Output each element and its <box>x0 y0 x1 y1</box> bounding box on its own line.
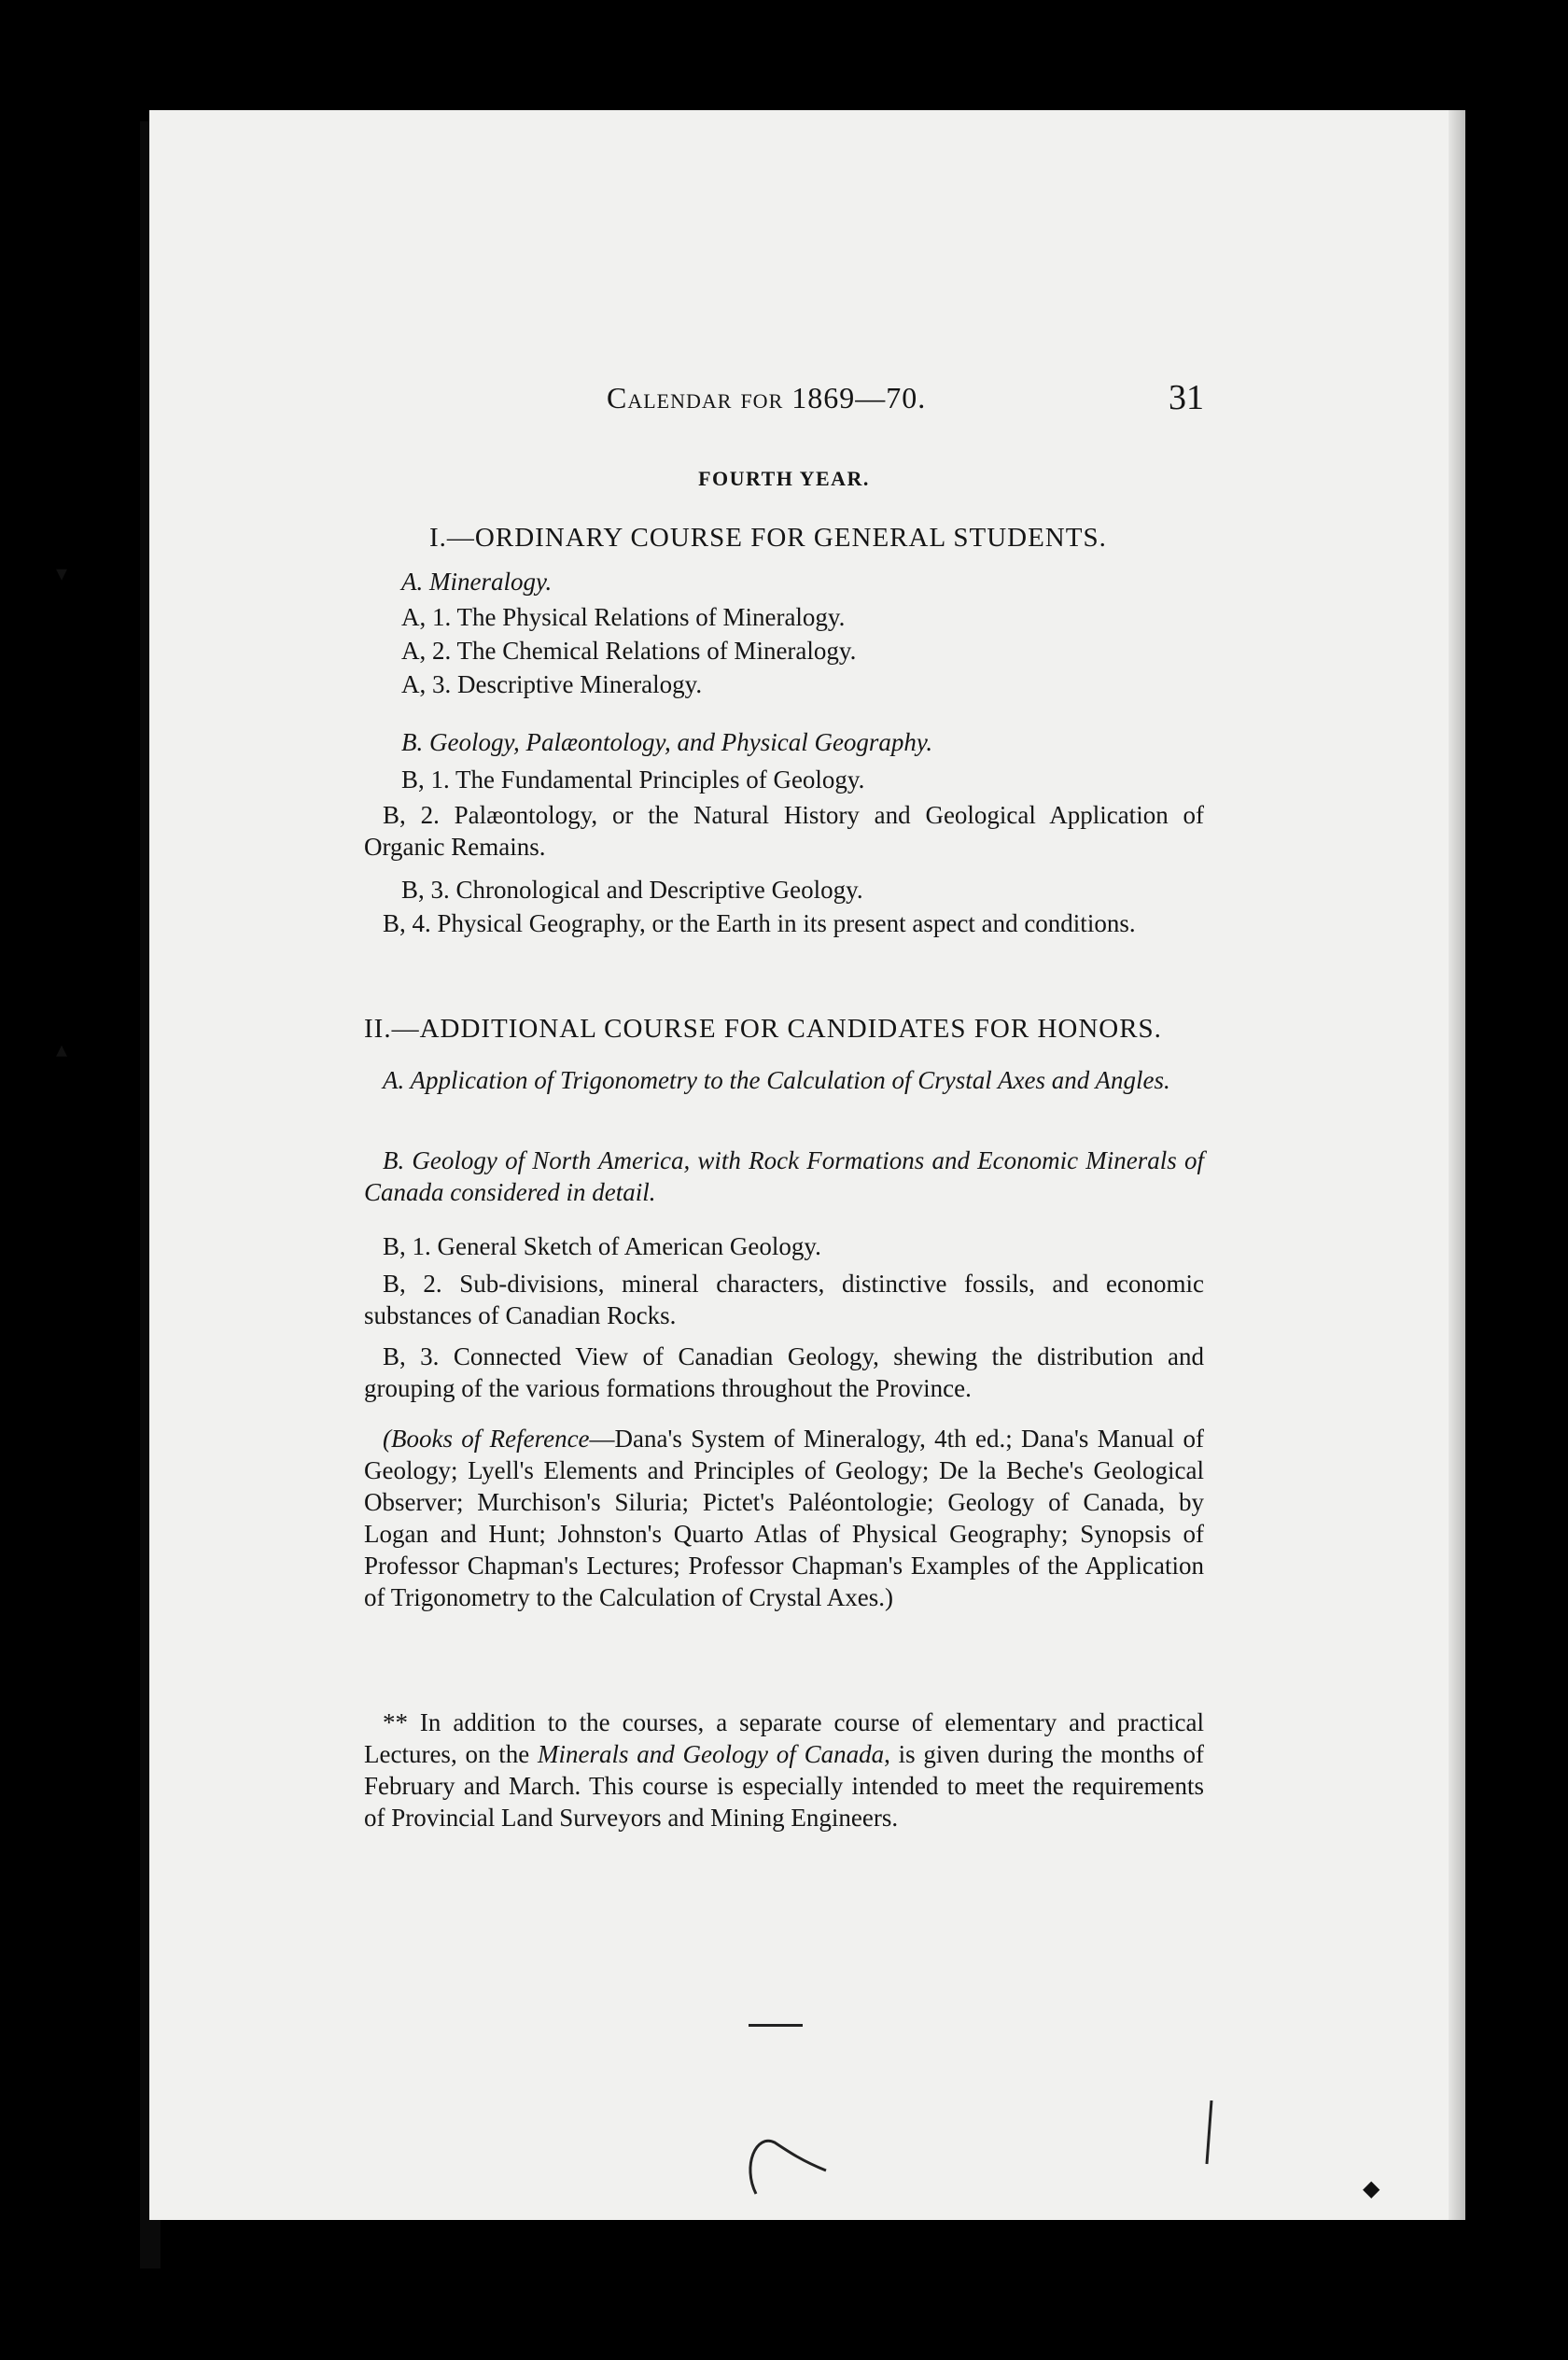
margin-mark: ▾ <box>56 562 68 586</box>
note-text-end: , is given during the months of February and March. This course is especially intended to meet the requirements of Provincial Land Surveyors and Mining Engineers. <box>364 1740 1204 1832</box>
note-text-start: In addition to the courses, a separate course of elementary and practical Lectures, on the <box>364 1708 1204 1768</box>
list-item: A, 1. The Physical Relations of Mineralogy. <box>401 603 846 631</box>
page-number: 31 <box>1169 378 1204 417</box>
end-rule <box>749 2024 803 2027</box>
list-item: B, 2. Palæontology, or the Natural History and Geological Application of Organic Remains. <box>364 801 1204 861</box>
list-item: B, 3. Connected View of Canadian Geology, shewing the distribution and grouping of the various formations throughout the Province. <box>364 1342 1204 1402</box>
part-b-label: B. Geology, Palæontology, and Physical Geography. <box>401 728 933 756</box>
list-item: A, 2. The Chemical Relations of Mineralogy. <box>401 637 857 665</box>
list-item: B, 2. Sub-divisions, mineral characters, distinctive fossils, and economic substances of Canadian Rocks. <box>364 1270 1204 1329</box>
running-header <box>364 373 1204 420</box>
note-italic: Minerals and Geology of Canada <box>538 1740 885 1768</box>
section-one-heading: I.—ORDINARY COURSE FOR GENERAL STUDENTS. <box>429 523 1107 553</box>
list-item: A, 3. Descriptive Mineralogy. <box>401 670 703 698</box>
part-a-label: A. Mineralogy. <box>401 568 553 596</box>
pencil-mark <box>737 2128 840 2203</box>
margin-mark: ▴ <box>56 1038 68 1062</box>
part-b-label: B. Geology of North America, with Rock Formations and Economic Minerals of Canada considered in detail. <box>364 1146 1204 1206</box>
pencil-stroke <box>1204 2100 1215 2166</box>
list-item: B, 1. General Sketch of American Geology. <box>383 1232 821 1260</box>
part-a-label: A. Application of Trigonometry to the Calculation of Crystal Axes and Angles. <box>383 1066 1170 1094</box>
section-two-heading: II.—ADDITIONAL COURSE FOR CANDIDATES FOR HONORS. <box>364 1014 1162 1044</box>
margin-mark: ◆ <box>1363 2177 1380 2201</box>
running-title: Calendar for 1869—70. <box>607 381 927 414</box>
reference-lead: (Books of Reference <box>383 1425 590 1453</box>
list-item: B, 3. Chronological and Descriptive Geology. <box>401 876 863 904</box>
list-item: B, 4. Physical Geography, or the Earth in its present aspect and conditions. <box>383 909 1136 937</box>
year-heading: FOURTH YEAR. <box>698 467 870 490</box>
reference-text: —Dana's System of Mineralogy, 4th ed.; Dana's Manual of Geology; Lyell's Elements and Principles of Geology; De la Beche's Geological Observer; Murchison's Siluria; Pictet's Paléontologie; Geology of Canada, by Logan and Hunt; Johnston's Quarto Atlas of Physical Geography; Synopsis of Professor Chapman's Lectures; Professor Chapman's Examples of the Application of Trigonometry to the Calculation of Crystal Axes.) <box>364 1425 1204 1611</box>
note-paragraph <box>364 1707 1204 1833</box>
page-edge-shadow <box>1449 110 1465 2220</box>
books-of-reference <box>364 1423 1204 1613</box>
list-item: B, 1. The Fundamental Principles of Geology. <box>401 766 865 794</box>
asterism-mark: ** <box>383 1708 408 1736</box>
